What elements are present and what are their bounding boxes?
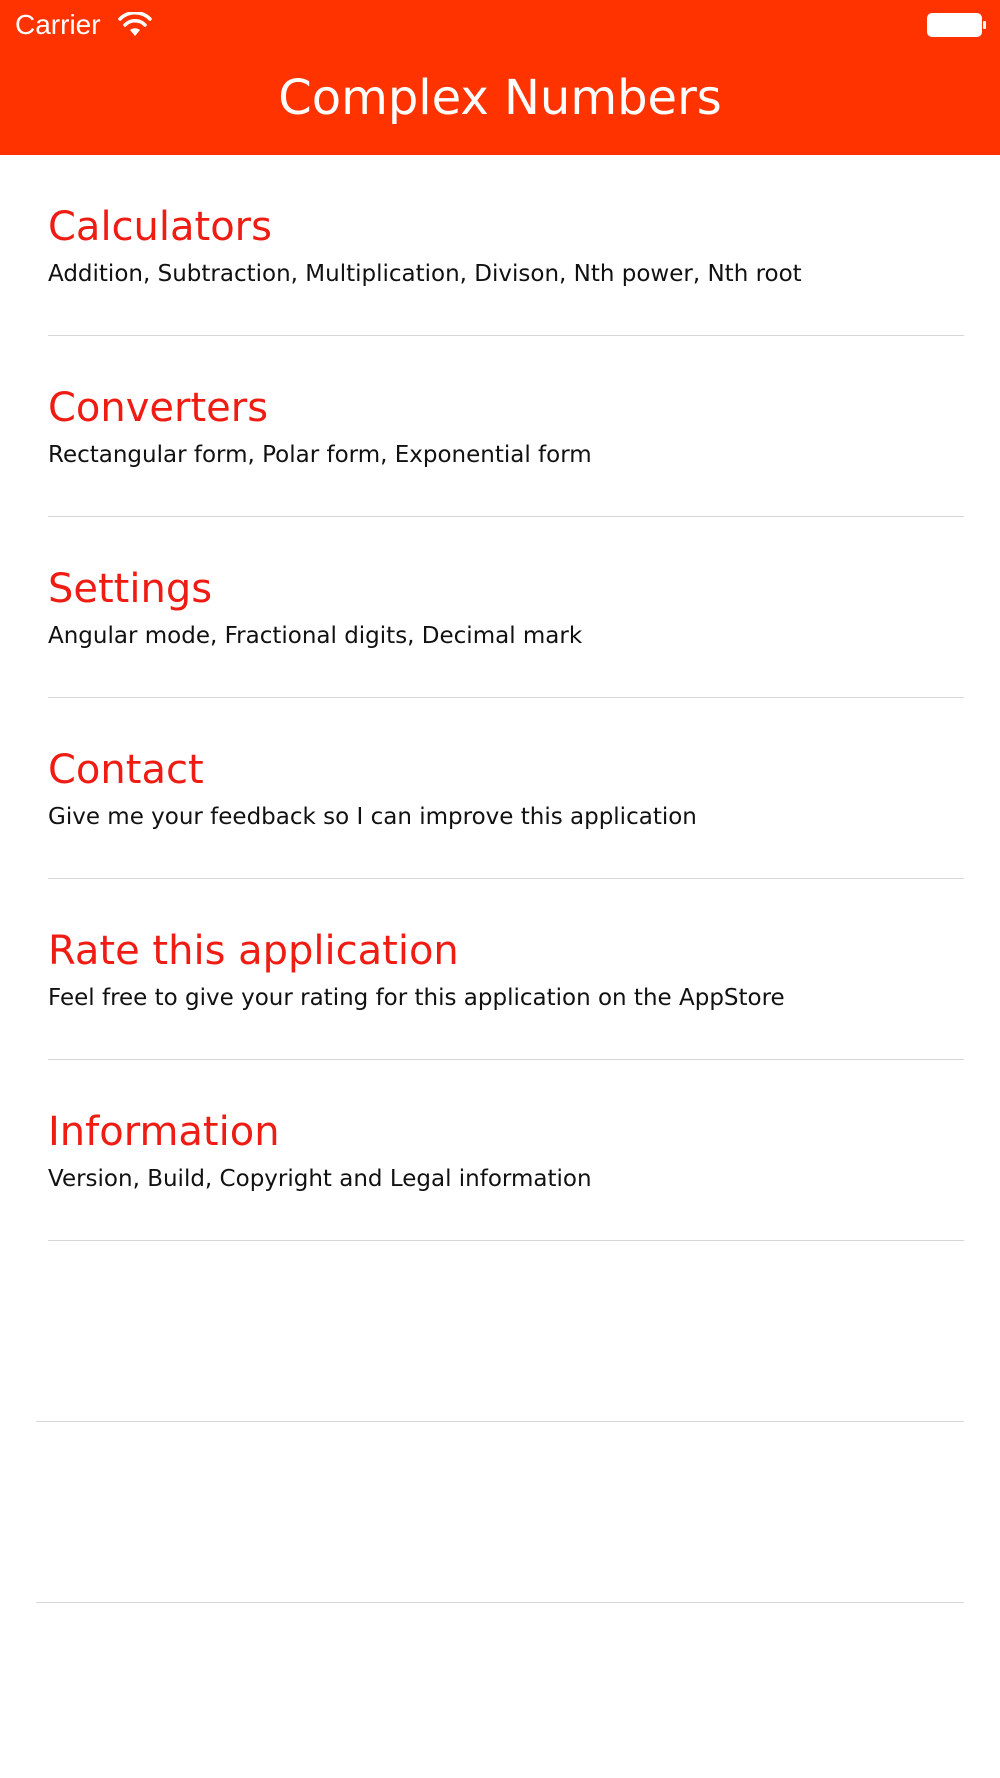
menu-item-contact[interactable] bbox=[0, 698, 1000, 879]
status-bar bbox=[0, 0, 1000, 50]
menu-item-converters[interactable] bbox=[0, 336, 1000, 517]
empty-row bbox=[0, 1422, 1000, 1603]
menu-item-rate-application[interactable] bbox=[0, 879, 1000, 1060]
menu-item-subtitle: Feel free to give your rating for this application on the AppStore bbox=[48, 985, 785, 1011]
menu-item-calculators[interactable] bbox=[0, 155, 1000, 336]
empty-row bbox=[0, 1241, 1000, 1422]
menu-item-title: Rate this application bbox=[48, 928, 459, 974]
menu-item-information[interactable] bbox=[0, 1060, 1000, 1241]
menu-list bbox=[0, 155, 1000, 1603]
menu-item-subtitle: Rectangular form, Polar form, Exponential form bbox=[48, 442, 592, 468]
carrier-label: Carrier bbox=[15, 9, 101, 40]
menu-item-title: Converters bbox=[48, 385, 269, 431]
menu-item-subtitle: Version, Build, Copyright and Legal information bbox=[48, 1166, 592, 1192]
menu-item-subtitle: Angular mode, Fractional digits, Decimal mark bbox=[48, 623, 583, 649]
page-title: Complex Numbers bbox=[278, 70, 722, 126]
battery-icon bbox=[927, 12, 987, 38]
menu-item-subtitle: Addition, Subtraction, Multiplication, Divison, Nth power, Nth root bbox=[48, 261, 802, 287]
navigation-header bbox=[0, 0, 1000, 155]
wifi-icon bbox=[118, 12, 152, 38]
menu-item-title: Settings bbox=[48, 566, 213, 612]
menu-item-settings[interactable] bbox=[0, 517, 1000, 698]
menu-item-title: Information bbox=[48, 1109, 280, 1155]
menu-item-title: Contact bbox=[48, 747, 204, 793]
menu-item-title: Calculators bbox=[48, 204, 272, 250]
row-divider bbox=[36, 1602, 964, 1603]
menu-item-subtitle: Give me your feedback so I can improve this application bbox=[48, 804, 697, 830]
